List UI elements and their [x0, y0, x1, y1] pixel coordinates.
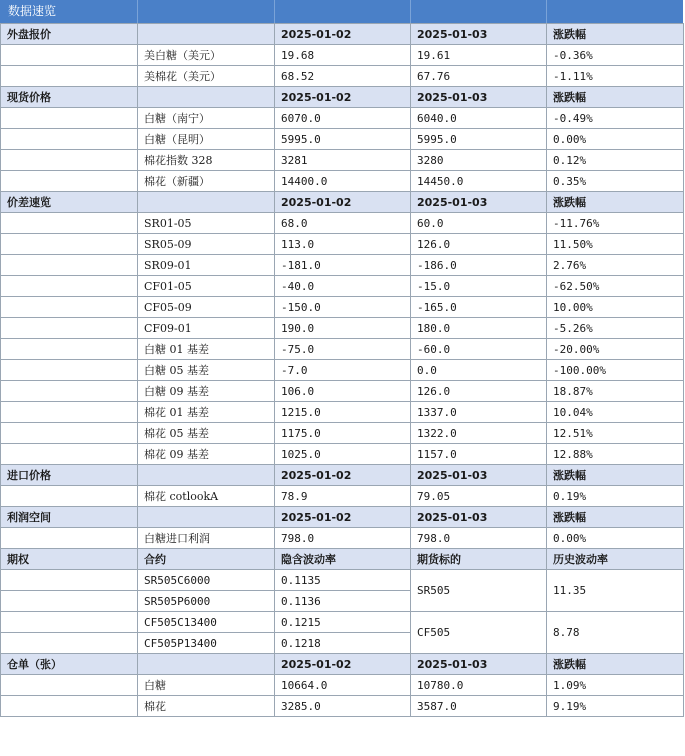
- table-row: [1, 150, 684, 171]
- table-row: [1, 675, 684, 696]
- header-spacer: [138, 507, 275, 528]
- underlying-contract: CF505: [411, 612, 547, 654]
- value-cell: 190.0: [275, 318, 411, 339]
- date-header-2: 2025-01-03: [411, 87, 547, 108]
- header-spacer: [138, 24, 275, 45]
- change-cell: -5.26%: [547, 318, 684, 339]
- change-cell: -0.36%: [547, 45, 684, 66]
- date-header-2: 2025-01-03: [411, 654, 547, 675]
- row-spacer: [1, 339, 138, 360]
- change-cell: -0.49%: [547, 108, 684, 129]
- value-cell: 19.68: [275, 45, 411, 66]
- table-row: [1, 360, 684, 381]
- table-row: [1, 255, 684, 276]
- date-header-2: 2025-01-03: [411, 465, 547, 486]
- value-cell: -7.0: [275, 360, 411, 381]
- historical-volatility: 11.35: [547, 570, 684, 612]
- value-cell: 1322.0: [411, 423, 547, 444]
- row-spacer: [1, 381, 138, 402]
- item-label: 白糖: [138, 675, 275, 696]
- item-label: 棉花 05 基差: [138, 423, 275, 444]
- change-cell: 12.88%: [547, 444, 684, 465]
- value-cell: 126.0: [411, 381, 547, 402]
- change-header: 涨跌幅: [547, 654, 684, 675]
- header-spacer: [138, 654, 275, 675]
- item-label: 棉花: [138, 696, 275, 717]
- item-label: 棉花 09 基差: [138, 444, 275, 465]
- row-spacer: [1, 234, 138, 255]
- section-header-row: [1, 87, 684, 108]
- row-spacer: [1, 528, 138, 549]
- iv-header: 隐含波动率: [275, 549, 411, 570]
- change-cell: -20.00%: [547, 339, 684, 360]
- row-spacer: [1, 570, 138, 591]
- change-cell: -11.76%: [547, 213, 684, 234]
- change-cell: 0.00%: [547, 528, 684, 549]
- option-contract: CF505C13400: [138, 612, 275, 633]
- value-cell: 1157.0: [411, 444, 547, 465]
- item-label: CF05-09: [138, 297, 275, 318]
- table-row: [1, 402, 684, 423]
- value-cell: 5995.0: [275, 129, 411, 150]
- table-row: [1, 45, 684, 66]
- value-cell: 10780.0: [411, 675, 547, 696]
- row-spacer: [1, 255, 138, 276]
- change-header: 涨跌幅: [547, 465, 684, 486]
- change-cell: 18.87%: [547, 381, 684, 402]
- item-label: CF09-01: [138, 318, 275, 339]
- section-title: 外盘报价: [1, 24, 138, 45]
- item-label: CF01-05: [138, 276, 275, 297]
- value-cell: 1175.0: [275, 423, 411, 444]
- table-row: [1, 276, 684, 297]
- value-cell: 68.0: [275, 213, 411, 234]
- value-cell: 3280: [411, 150, 547, 171]
- date-header-2: 2025-01-03: [411, 192, 547, 213]
- item-label: 棉花 cotlookA: [138, 486, 275, 507]
- row-spacer: [1, 402, 138, 423]
- value-cell: 5995.0: [411, 129, 547, 150]
- table-row: [1, 570, 684, 591]
- row-spacer: [1, 444, 138, 465]
- value-cell: 126.0: [411, 234, 547, 255]
- section-title: 现货价格: [1, 87, 138, 108]
- implied-volatility: 0.1215: [275, 612, 411, 633]
- row-spacer: [1, 150, 138, 171]
- row-spacer: [1, 360, 138, 381]
- contract-header: 合约: [138, 549, 275, 570]
- value-cell: -15.0: [411, 276, 547, 297]
- value-cell: -186.0: [411, 255, 547, 276]
- data-table: [0, 23, 684, 717]
- item-label: 白糖（昆明）: [138, 129, 275, 150]
- title-divider: [274, 0, 275, 23]
- row-spacer: [1, 297, 138, 318]
- change-cell: 12.51%: [547, 423, 684, 444]
- title-divider: [546, 0, 547, 23]
- option-contract: SR505C6000: [138, 570, 275, 591]
- value-cell: -181.0: [275, 255, 411, 276]
- table-row: [1, 213, 684, 234]
- value-cell: 78.9: [275, 486, 411, 507]
- value-cell: 6070.0: [275, 108, 411, 129]
- section-title: 价差速览: [1, 192, 138, 213]
- value-cell: 14400.0: [275, 171, 411, 192]
- section-header-row: [1, 507, 684, 528]
- row-spacer: [1, 633, 138, 654]
- date-header-2: 2025-01-03: [411, 507, 547, 528]
- item-label: 白糖 05 基差: [138, 360, 275, 381]
- section-title: 进口价格: [1, 465, 138, 486]
- value-cell: 1025.0: [275, 444, 411, 465]
- item-label: SR09-01: [138, 255, 275, 276]
- item-label: 棉花 01 基差: [138, 402, 275, 423]
- header-spacer: [138, 192, 275, 213]
- value-cell: 68.52: [275, 66, 411, 87]
- item-label: 棉花（新疆）: [138, 171, 275, 192]
- implied-volatility: 0.1136: [275, 591, 411, 612]
- value-cell: 10664.0: [275, 675, 411, 696]
- item-label: SR05-09: [138, 234, 275, 255]
- section-title: 期权: [1, 549, 138, 570]
- change-cell: 0.35%: [547, 171, 684, 192]
- change-header: 涨跌幅: [547, 192, 684, 213]
- row-spacer: [1, 675, 138, 696]
- item-label: 白糖进口利润: [138, 528, 275, 549]
- row-spacer: [1, 423, 138, 444]
- change-cell: 1.09%: [547, 675, 684, 696]
- row-spacer: [1, 129, 138, 150]
- row-spacer: [1, 276, 138, 297]
- item-label: 棉花指数 328: [138, 150, 275, 171]
- change-cell: -1.11%: [547, 66, 684, 87]
- table-row: [1, 108, 684, 129]
- table-row: [1, 381, 684, 402]
- historical-volatility: 8.78: [547, 612, 684, 654]
- section-header-row: [1, 654, 684, 675]
- hv-header: 历史波动率: [547, 549, 684, 570]
- value-cell: 3587.0: [411, 696, 547, 717]
- value-cell: -75.0: [275, 339, 411, 360]
- section-title: 利润空间: [1, 507, 138, 528]
- date-header-1: 2025-01-02: [275, 507, 411, 528]
- table-row: [1, 444, 684, 465]
- value-cell: 106.0: [275, 381, 411, 402]
- value-cell: 3281: [275, 150, 411, 171]
- value-cell: 0.0: [411, 360, 547, 381]
- title-divider: [137, 0, 138, 23]
- row-spacer: [1, 318, 138, 339]
- date-header-1: 2025-01-02: [275, 192, 411, 213]
- table-row: [1, 171, 684, 192]
- value-cell: 3285.0: [275, 696, 411, 717]
- row-spacer: [1, 486, 138, 507]
- table-row: [1, 696, 684, 717]
- row-spacer: [1, 612, 138, 633]
- table-row: [1, 423, 684, 444]
- title-divider: [410, 0, 411, 23]
- item-label: 白糖（南宁）: [138, 108, 275, 129]
- row-spacer: [1, 108, 138, 129]
- section-header-row: [1, 192, 684, 213]
- change-cell: -62.50%: [547, 276, 684, 297]
- change-header: 涨跌幅: [547, 24, 684, 45]
- value-cell: 60.0: [411, 213, 547, 234]
- section-title: 仓单（张）: [1, 654, 138, 675]
- header-spacer: [138, 87, 275, 108]
- underlying-contract: SR505: [411, 570, 547, 612]
- row-spacer: [1, 171, 138, 192]
- table-row: [1, 318, 684, 339]
- change-cell: 2.76%: [547, 255, 684, 276]
- change-cell: 10.04%: [547, 402, 684, 423]
- implied-volatility: 0.1135: [275, 570, 411, 591]
- item-label: SR01-05: [138, 213, 275, 234]
- table-row: [1, 486, 684, 507]
- implied-volatility: 0.1218: [275, 633, 411, 654]
- date-header-2: 2025-01-03: [411, 24, 547, 45]
- row-spacer: [1, 591, 138, 612]
- table-row: [1, 297, 684, 318]
- value-cell: 180.0: [411, 318, 547, 339]
- header-spacer: [138, 465, 275, 486]
- value-cell: 113.0: [275, 234, 411, 255]
- change-cell: 10.00%: [547, 297, 684, 318]
- value-cell: 19.61: [411, 45, 547, 66]
- value-cell: 798.0: [411, 528, 547, 549]
- value-cell: 79.05: [411, 486, 547, 507]
- title-bar: [0, 0, 683, 23]
- change-cell: 9.19%: [547, 696, 684, 717]
- date-header-1: 2025-01-02: [275, 87, 411, 108]
- value-cell: 67.76: [411, 66, 547, 87]
- date-header-1: 2025-01-02: [275, 654, 411, 675]
- option-contract: CF505P13400: [138, 633, 275, 654]
- section-header-row: [1, 24, 684, 45]
- date-header-1: 2025-01-02: [275, 465, 411, 486]
- value-cell: 1215.0: [275, 402, 411, 423]
- change-cell: -100.00%: [547, 360, 684, 381]
- change-cell: 0.12%: [547, 150, 684, 171]
- item-label: 美白糖（美元）: [138, 45, 275, 66]
- change-cell: 11.50%: [547, 234, 684, 255]
- row-spacer: [1, 213, 138, 234]
- value-cell: 798.0: [275, 528, 411, 549]
- date-header-1: 2025-01-02: [275, 24, 411, 45]
- change-header: 涨跌幅: [547, 507, 684, 528]
- table-row: [1, 129, 684, 150]
- underlying-header: 期货标的: [411, 549, 547, 570]
- table-row: [1, 612, 684, 633]
- row-spacer: [1, 45, 138, 66]
- value-cell: 1337.0: [411, 402, 547, 423]
- table-row: [1, 66, 684, 87]
- value-cell: -165.0: [411, 297, 547, 318]
- section-header-row: [1, 549, 684, 570]
- item-label: 白糖 09 基差: [138, 381, 275, 402]
- value-cell: 6040.0: [411, 108, 547, 129]
- table-row: [1, 528, 684, 549]
- table-row: [1, 234, 684, 255]
- value-cell: -60.0: [411, 339, 547, 360]
- change-cell: 0.00%: [547, 129, 684, 150]
- page-title: 数据速览: [8, 4, 57, 18]
- change-cell: 0.19%: [547, 486, 684, 507]
- row-spacer: [1, 66, 138, 87]
- change-header: 涨跌幅: [547, 87, 684, 108]
- item-label: 白糖 01 基差: [138, 339, 275, 360]
- item-label: 美棉花（美元）: [138, 66, 275, 87]
- section-header-row: [1, 465, 684, 486]
- value-cell: -150.0: [275, 297, 411, 318]
- table-row: [1, 339, 684, 360]
- option-contract: SR505P6000: [138, 591, 275, 612]
- value-cell: 14450.0: [411, 171, 547, 192]
- row-spacer: [1, 696, 138, 717]
- value-cell: -40.0: [275, 276, 411, 297]
